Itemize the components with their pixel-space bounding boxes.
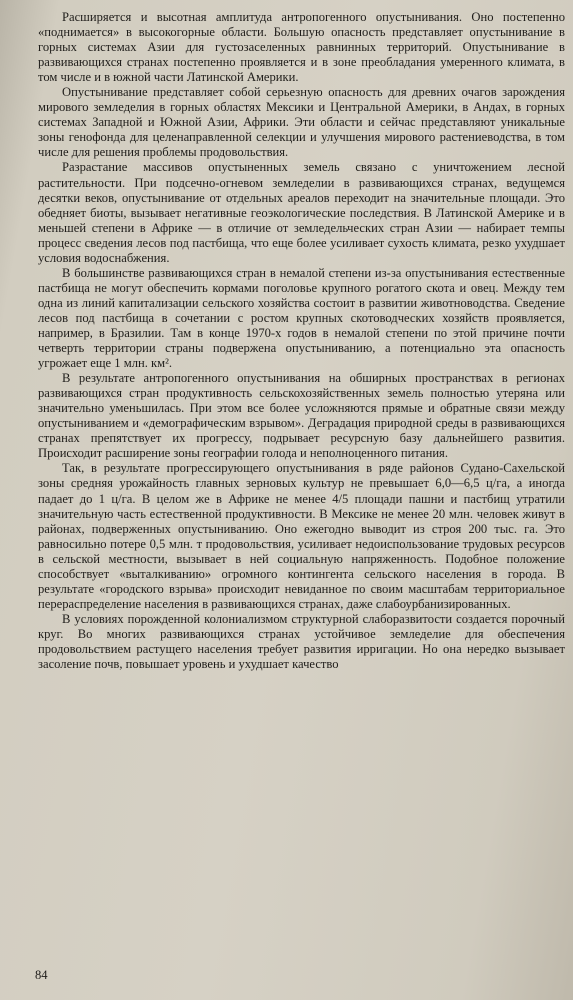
- paragraph-6: Так, в результате прогрессирующего опустынивания в ряде районов Судано-Сахельской зоны средняя урожайность главных зерновых культур не превышает 6,0—6,5 ц/га, а иногда падает до 1 ц/га. В целом же в Африке не менее 4/5 площади пашни и пастбищ утратили значительную часть естественной продуктивности. В Мексике не менее 20 млн. человек живут в районах, подверженных опустыниванию. Оно ежегодно выводит из строя 200 тыс. га. Это равносильно потере 0,5 млн. т продовольствия, усиливает недоиспользование трудовых ресурсов в сельской местности, вызывает в ней социальную напряженность. Подобное положение способствует «выталкиванию» огромного контингента сельского населения в города. В результате «городского взрыва» происходит невиданное по своим масштабам территориальное перераспределение населения в развивающихся странах, даже слабоурбанизированных.: [38, 461, 565, 611]
- paragraph-1: Расширяется и высотная амплитуда антропогенного опустынивания. Оно постепенно «поднимается» в высокогорные области. Большую опасность представляет опустынивание в горных системах Азии для густозаселенных равнинных территорий. Опустынивание в развивающихся странах постепенно проявляется и в зоне преобладания умеренного климата, в том числе и в южной части Латинской Америки.: [38, 10, 565, 85]
- paragraph-3: Разрастание массивов опустыненных земель связано с уничтожением лесной растительности. При подсечно-огневом земледелии в развивающихся странах, ведущемся десятки веков, опустынивание от отдельных ареалов переходит на значительные площади. Это обедняет биоты, вызывает негативные геоэкологические последствия. В Латинской Америке и в меньшей степени в Африке — в отличие от земледельческих стран Азии — набирает темпы процесс сведения лесов под пастбища, что еще более усиливает сухость климата, резко ухудшает условия водоснабжения.: [38, 160, 565, 265]
- page-body: [38, 10, 565, 672]
- paragraph-7: В условиях порожденной колониализмом структурной слаборазвитости создается порочный круг. Во многих развивающихся странах устойчивое земледелие для обеспечения продовольствием растущего населения требует развития ирригации. Но она нередко вызывает засоление почв, повышает уровень и ухудшает качество: [38, 611, 565, 672]
- page-number: 84: [35, 968, 48, 982]
- paragraph-2: Опустынивание представляет собой серьезную опасность для древних очагов зарождения мирового земледелия в горных областях Мексики и Центральной Америки, в Андах, в горных системах Западной и Южной Азии, Африки. Эти области и сейчас представляют уникальные зоны генофонда для целенаправленной селекции и улучшения мирового растениеводства, в том числе для решения проблемы продовольствия.: [38, 85, 565, 160]
- paragraph-4: В большинстве развивающихся стран в немалой степени из-за опустынивания естественные пастбища не могут обеспечить кормами поголовье крупного рогатого скота и овец. Между тем одна из линий капитализации сельского хозяйства состоит в развитии животноводства. Сведение лесов под пастбища в сочетании с ростом крупных скотоводческих хозяйств проявляется, например, в Бразилии. Там в конце 1970-х годов в немалой степени по этой причине почти четверть территории страны подвержена опустыниванию, а потенциально эта опасность угрожает еще 1 млн. км².: [38, 265, 565, 371]
- paragraph-5: В результате антропогенного опустынивания на обширных пространствах в регионах развивающихся стран продуктивность сельскохозяйственных земель полностью утеряна или значительно уменьшилась. При этом все более усложняются прямые и обратные связи между опустыниванием и «демографическим взрывом». Деградация природной среды в развивающихся странах препятствует их прогрессу, подрывает ресурсную базу дальнейшего развития. Происходит расширение зоны географии голода и неполноценного питания.: [38, 371, 565, 461]
